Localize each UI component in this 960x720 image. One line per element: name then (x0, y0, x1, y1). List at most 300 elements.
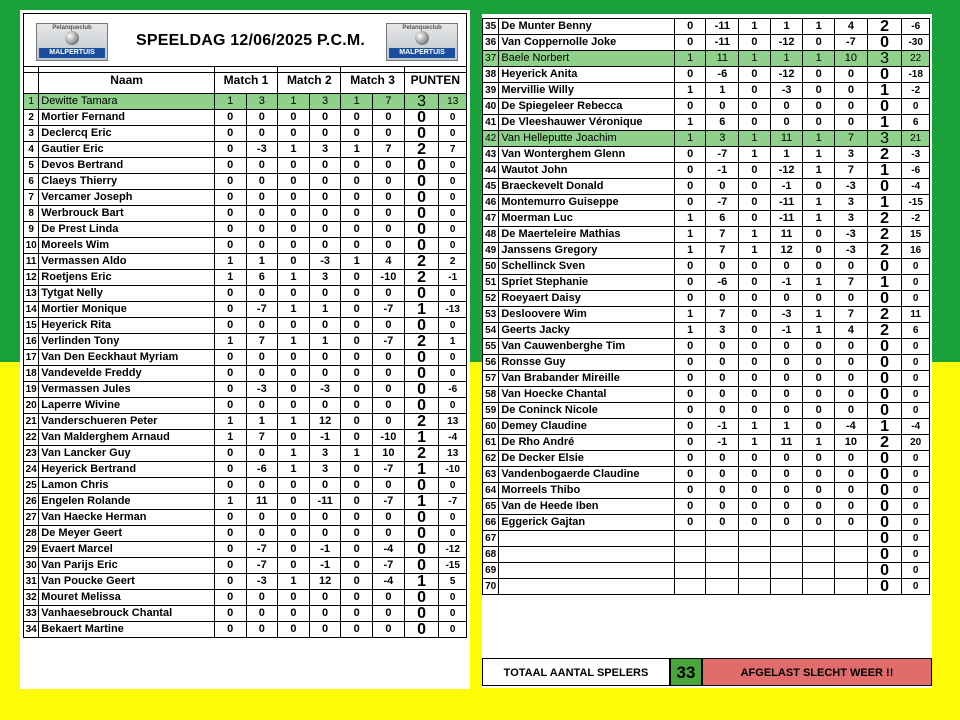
match3-score: 3 (835, 147, 868, 163)
player-name: Dewitte Tamara (39, 94, 215, 110)
points-total: 2 (867, 147, 902, 163)
match2-win: 0 (278, 158, 310, 174)
score-difference: -12 (439, 542, 467, 558)
score-difference: 0 (902, 483, 930, 499)
match3-score: 4 (835, 19, 868, 35)
score-difference: 0 (902, 531, 930, 547)
match1-score: 6 (706, 211, 739, 227)
match1-win: 1 (214, 254, 246, 270)
match2-score: 0 (309, 590, 341, 606)
match2-score (770, 531, 803, 547)
player-name: Laperre Wivine (39, 398, 215, 414)
match2-score: -12 (770, 35, 803, 51)
match2-win: 0 (278, 350, 310, 366)
table-row (483, 355, 930, 371)
player-name (499, 547, 675, 563)
match2-score: -12 (770, 67, 803, 83)
player-number: 33 (24, 606, 39, 622)
match1-score: -1 (706, 419, 739, 435)
player-name: De Vleeshauwer Véronique (499, 115, 675, 131)
match1-win: 1 (214, 94, 246, 110)
match2-score: 3 (309, 94, 341, 110)
match1-win: 0 (214, 158, 246, 174)
match2-win: 0 (739, 275, 771, 291)
score-difference: 0 (439, 174, 467, 190)
match3-win: 0 (341, 158, 373, 174)
score-difference: 0 (439, 318, 467, 334)
player-name: Geerts Jacky (499, 323, 675, 339)
match2-win: 0 (739, 259, 771, 275)
match3-win: 0 (341, 478, 373, 494)
player-number: 40 (483, 99, 499, 115)
score-difference: -3 (902, 147, 930, 163)
match2-score: 1 (770, 147, 803, 163)
match2-score: 0 (309, 606, 341, 622)
match3-win: 1 (803, 147, 835, 163)
match2-score: 0 (770, 499, 803, 515)
table-row (483, 403, 930, 419)
match2-win: 0 (278, 430, 310, 446)
player-name: Tytgat Nelly (39, 286, 215, 302)
score-difference: 7 (439, 142, 467, 158)
match3-win: 0 (341, 238, 373, 254)
player-name: Eggerick Gajtan (499, 515, 675, 531)
match1-win: 0 (214, 398, 246, 414)
table-row (24, 158, 467, 174)
player-name (499, 563, 675, 579)
table-row (24, 542, 467, 558)
points-total: 1 (404, 462, 439, 478)
match3-win: 0 (341, 590, 373, 606)
table-row (483, 195, 930, 211)
player-name: Evaert Marcel (39, 542, 215, 558)
match1-win: 0 (674, 99, 706, 115)
match3-score: 7 (835, 307, 868, 323)
match1-win: 0 (674, 259, 706, 275)
player-name: De Rho André (499, 435, 675, 451)
table-row (483, 371, 930, 387)
table-row (24, 302, 467, 318)
match2-win: 0 (278, 382, 310, 398)
match2-win: 0 (278, 558, 310, 574)
match1-win: 0 (214, 478, 246, 494)
match3-score: -7 (373, 494, 405, 510)
score-difference: -6 (902, 19, 930, 35)
match2-win: 0 (739, 307, 771, 323)
match3-score: 0 (835, 515, 868, 531)
match1-win: 0 (214, 606, 246, 622)
match3-score: 0 (373, 318, 405, 334)
score-difference: -15 (902, 195, 930, 211)
match3-score: 0 (373, 190, 405, 206)
match3-win: 0 (803, 339, 835, 355)
player-name: Vermassen Aldo (39, 254, 215, 270)
match1-score: -3 (246, 574, 278, 590)
match1-win: 0 (214, 142, 246, 158)
points-total: 0 (867, 371, 902, 387)
player-number: 21 (24, 414, 39, 430)
points-total: 2 (867, 435, 902, 451)
player-number: 52 (483, 291, 499, 307)
match3-score: 0 (373, 286, 405, 302)
score-difference: 0 (439, 126, 467, 142)
player-number: 18 (24, 366, 39, 382)
points-total: 0 (867, 35, 902, 51)
match1-score: -6 (706, 275, 739, 291)
match3-score: 0 (835, 371, 868, 387)
match3-win: 1 (803, 211, 835, 227)
match2-score: 0 (309, 350, 341, 366)
score-difference: 0 (902, 339, 930, 355)
match3-score: 0 (835, 83, 868, 99)
match3-score: 0 (373, 238, 405, 254)
match1-score: -6 (706, 67, 739, 83)
score-difference: -10 (439, 462, 467, 478)
player-number: 32 (24, 590, 39, 606)
match3-win: 0 (341, 334, 373, 350)
match1-win: 0 (214, 222, 246, 238)
player-number: 1 (24, 94, 39, 110)
score-difference: 13 (439, 94, 467, 110)
table-row (483, 227, 930, 243)
player-number: 14 (24, 302, 39, 318)
match2-score: 1 (770, 19, 803, 35)
player-name: Mortier Fernand (39, 110, 215, 126)
col-match2-header: Match 2 (278, 67, 341, 94)
match3-score: -4 (373, 574, 405, 590)
match1-score: 0 (246, 622, 278, 638)
match3-score: -10 (373, 270, 405, 286)
score-difference: -6 (439, 382, 467, 398)
match3-score: 0 (373, 206, 405, 222)
table-row (24, 318, 467, 334)
player-name: De Meyer Geert (39, 526, 215, 542)
match1-score: 3 (246, 94, 278, 110)
match3-win: 1 (341, 142, 373, 158)
match3-win: 1 (803, 435, 835, 451)
player-name: Mouret Melissa (39, 590, 215, 606)
match3-win: 0 (803, 355, 835, 371)
match1-score: 7 (246, 430, 278, 446)
player-number: 7 (24, 190, 39, 206)
match3-score: 0 (835, 67, 868, 83)
score-difference: 0 (902, 387, 930, 403)
match2-win: 0 (739, 339, 771, 355)
match3-score: 0 (835, 115, 868, 131)
player-name: De Munter Benny (499, 19, 675, 35)
table-row (483, 435, 930, 451)
table-row (483, 131, 930, 147)
points-total: 1 (867, 419, 902, 435)
match2-score: 0 (309, 206, 341, 222)
match1-win (674, 579, 706, 595)
match3-score: 10 (835, 435, 868, 451)
match2-score: -1 (309, 558, 341, 574)
match1-win: 1 (214, 270, 246, 286)
match2-win: 0 (739, 99, 771, 115)
table-row (24, 382, 467, 398)
player-number: 38 (483, 67, 499, 83)
match2-win: 1 (278, 462, 310, 478)
match1-win: 0 (214, 558, 246, 574)
points-total: 3 (404, 94, 439, 110)
player-number: 62 (483, 451, 499, 467)
points-total: 0 (867, 99, 902, 115)
table-row (483, 531, 930, 547)
page-title: SPEELDAG 12/06/2025 P.C.M. (136, 32, 366, 49)
match2-win: 1 (739, 19, 771, 35)
match2-score: 1 (309, 302, 341, 318)
match2-win: 0 (278, 622, 310, 638)
match1-win: 0 (214, 286, 246, 302)
match1-win (674, 563, 706, 579)
match3-score: -4 (835, 419, 868, 435)
points-total: 0 (867, 451, 902, 467)
match3-score: 0 (373, 158, 405, 174)
match3-win: 0 (341, 494, 373, 510)
match2-score: -11 (309, 494, 341, 510)
match1-win: 0 (674, 451, 706, 467)
match1-win: 1 (674, 227, 706, 243)
match1-score: 0 (246, 478, 278, 494)
points-total: 2 (404, 270, 439, 286)
points-total: 2 (867, 19, 902, 35)
match2-win: 0 (739, 515, 771, 531)
points-total: 0 (404, 558, 439, 574)
player-number: 46 (483, 195, 499, 211)
match1-win: 0 (674, 435, 706, 451)
match3-score: 0 (373, 478, 405, 494)
player-number: 36 (483, 35, 499, 51)
match1-win: 1 (674, 243, 706, 259)
match2-score: -11 (770, 195, 803, 211)
score-difference: 0 (439, 190, 467, 206)
match1-win: 0 (214, 574, 246, 590)
match3-win: 0 (341, 126, 373, 142)
points-total: 2 (404, 142, 439, 158)
table-row (24, 526, 467, 542)
match2-win: 0 (739, 371, 771, 387)
match1-score: -11 (706, 19, 739, 35)
match1-score: 0 (246, 366, 278, 382)
points-total: 0 (867, 355, 902, 371)
match1-win: 0 (674, 355, 706, 371)
match1-win: 1 (214, 494, 246, 510)
match3-score: 0 (373, 174, 405, 190)
player-name: Van Malderghem Arnaud (39, 430, 215, 446)
table-row (24, 190, 467, 206)
match3-score: 3 (835, 195, 868, 211)
match3-score: -3 (835, 179, 868, 195)
match2-win (739, 579, 771, 595)
match1-score: 11 (246, 494, 278, 510)
points-total: 1 (867, 83, 902, 99)
match1-win: 0 (674, 195, 706, 211)
match3-win: 0 (803, 83, 835, 99)
match3-score: 0 (373, 414, 405, 430)
match1-score: 0 (706, 99, 739, 115)
points-total: 0 (404, 318, 439, 334)
match2-score: 0 (770, 291, 803, 307)
table-row (483, 579, 930, 595)
match1-score: 7 (706, 307, 739, 323)
points-total: 0 (867, 515, 902, 531)
points-total: 0 (867, 467, 902, 483)
table-row (24, 110, 467, 126)
match3-win: 1 (803, 323, 835, 339)
match2-win: 0 (739, 179, 771, 195)
match3-win: 0 (341, 174, 373, 190)
table-row (24, 270, 467, 286)
match2-win: 0 (739, 323, 771, 339)
table-row (24, 510, 467, 526)
match2-win: 0 (278, 478, 310, 494)
match1-score: 0 (706, 515, 739, 531)
points-total: 0 (867, 403, 902, 419)
points-total: 1 (404, 574, 439, 590)
match1-score: 0 (246, 526, 278, 542)
match3-win: 0 (341, 286, 373, 302)
match2-win: 1 (278, 94, 310, 110)
table-row (483, 19, 930, 35)
match3-score: 0 (835, 499, 868, 515)
match1-score: 0 (706, 483, 739, 499)
match3-score: 0 (373, 350, 405, 366)
score-difference: 0 (439, 366, 467, 382)
score-difference: 0 (902, 403, 930, 419)
points-total: 0 (404, 222, 439, 238)
score-difference: 0 (439, 590, 467, 606)
logo-name: MALPERTUIS (389, 48, 455, 58)
match2-score: 3 (309, 462, 341, 478)
table-row (24, 126, 467, 142)
match3-score: 7 (373, 142, 405, 158)
table-row (483, 275, 930, 291)
player-number: 41 (483, 115, 499, 131)
match1-win: 0 (674, 403, 706, 419)
match3-score: 0 (373, 126, 405, 142)
match2-score: 0 (309, 318, 341, 334)
match2-win: 0 (278, 238, 310, 254)
score-difference: 13 (439, 414, 467, 430)
match3-score: 0 (835, 99, 868, 115)
player-number: 25 (24, 478, 39, 494)
score-difference: 0 (902, 451, 930, 467)
table-row (24, 286, 467, 302)
match3-win: 1 (803, 307, 835, 323)
score-difference: -4 (902, 179, 930, 195)
points-total: 0 (404, 478, 439, 494)
score-difference: 20 (902, 435, 930, 451)
match1-score: 0 (246, 510, 278, 526)
match3-win: 0 (341, 606, 373, 622)
player-number: 37 (483, 51, 499, 67)
match2-score: 0 (770, 99, 803, 115)
match2-score: 12 (309, 414, 341, 430)
player-number: 24 (24, 462, 39, 478)
match2-score: -12 (770, 163, 803, 179)
match3-score: -7 (373, 334, 405, 350)
match3-win: 0 (803, 387, 835, 403)
match2-score: 0 (309, 222, 341, 238)
points-total: 0 (404, 158, 439, 174)
table-row (483, 243, 930, 259)
match2-win (739, 563, 771, 579)
points-total: 0 (867, 387, 902, 403)
player-number: 54 (483, 323, 499, 339)
score-difference: -13 (439, 302, 467, 318)
player-name: Van Hoecke Chantal (499, 387, 675, 403)
match2-score: -3 (309, 254, 341, 270)
points-total: 0 (404, 350, 439, 366)
match3-score: 7 (373, 94, 405, 110)
player-name: Vermassen Jules (39, 382, 215, 398)
match1-win: 0 (674, 147, 706, 163)
match3-score: 10 (373, 446, 405, 462)
score-difference: 0 (902, 579, 930, 595)
player-name: Lamon Chris (39, 478, 215, 494)
player-name: Bekaert Martine (39, 622, 215, 638)
player-name: Moerman Luc (499, 211, 675, 227)
match1-score: 0 (706, 403, 739, 419)
score-difference: 16 (902, 243, 930, 259)
score-difference: 6 (902, 115, 930, 131)
match2-score: -3 (770, 83, 803, 99)
match3-win: 0 (341, 366, 373, 382)
petanque-ball-icon (65, 31, 79, 45)
points-total: 1 (867, 275, 902, 291)
match3-score: 0 (835, 355, 868, 371)
match2-win: 0 (278, 254, 310, 270)
match1-score: 0 (246, 190, 278, 206)
player-name: Vandevelde Freddy (39, 366, 215, 382)
match3-score (835, 579, 868, 595)
player-name: Janssens Gregory (499, 243, 675, 259)
match3-win: 0 (341, 222, 373, 238)
player-number: 65 (483, 499, 499, 515)
table-row (483, 35, 930, 51)
match2-win: 0 (739, 387, 771, 403)
player-name: De Prest Linda (39, 222, 215, 238)
match2-win: 0 (278, 590, 310, 606)
match3-win: 0 (803, 499, 835, 515)
totals-footer (482, 658, 932, 686)
match1-score: 0 (246, 318, 278, 334)
player-number: 70 (483, 579, 499, 595)
match2-win: 1 (278, 142, 310, 158)
match2-win: 0 (739, 211, 771, 227)
player-number: 61 (483, 435, 499, 451)
match3-win: 0 (803, 515, 835, 531)
table-row (24, 446, 467, 462)
points-total: 0 (867, 531, 902, 547)
player-name: Werbrouck Bart (39, 206, 215, 222)
match2-win: 0 (739, 67, 771, 83)
match1-win: 1 (674, 211, 706, 227)
table-row (483, 115, 930, 131)
score-difference: 2 (439, 254, 467, 270)
match3-win: 0 (803, 291, 835, 307)
match1-score: 1 (246, 414, 278, 430)
points-total: 0 (404, 542, 439, 558)
player-number: 64 (483, 483, 499, 499)
match3-win: 0 (341, 318, 373, 334)
table-row (24, 574, 467, 590)
score-difference: 0 (902, 467, 930, 483)
score-difference: 21 (902, 131, 930, 147)
player-name: Verlinden Tony (39, 334, 215, 350)
points-total: 0 (404, 622, 439, 638)
